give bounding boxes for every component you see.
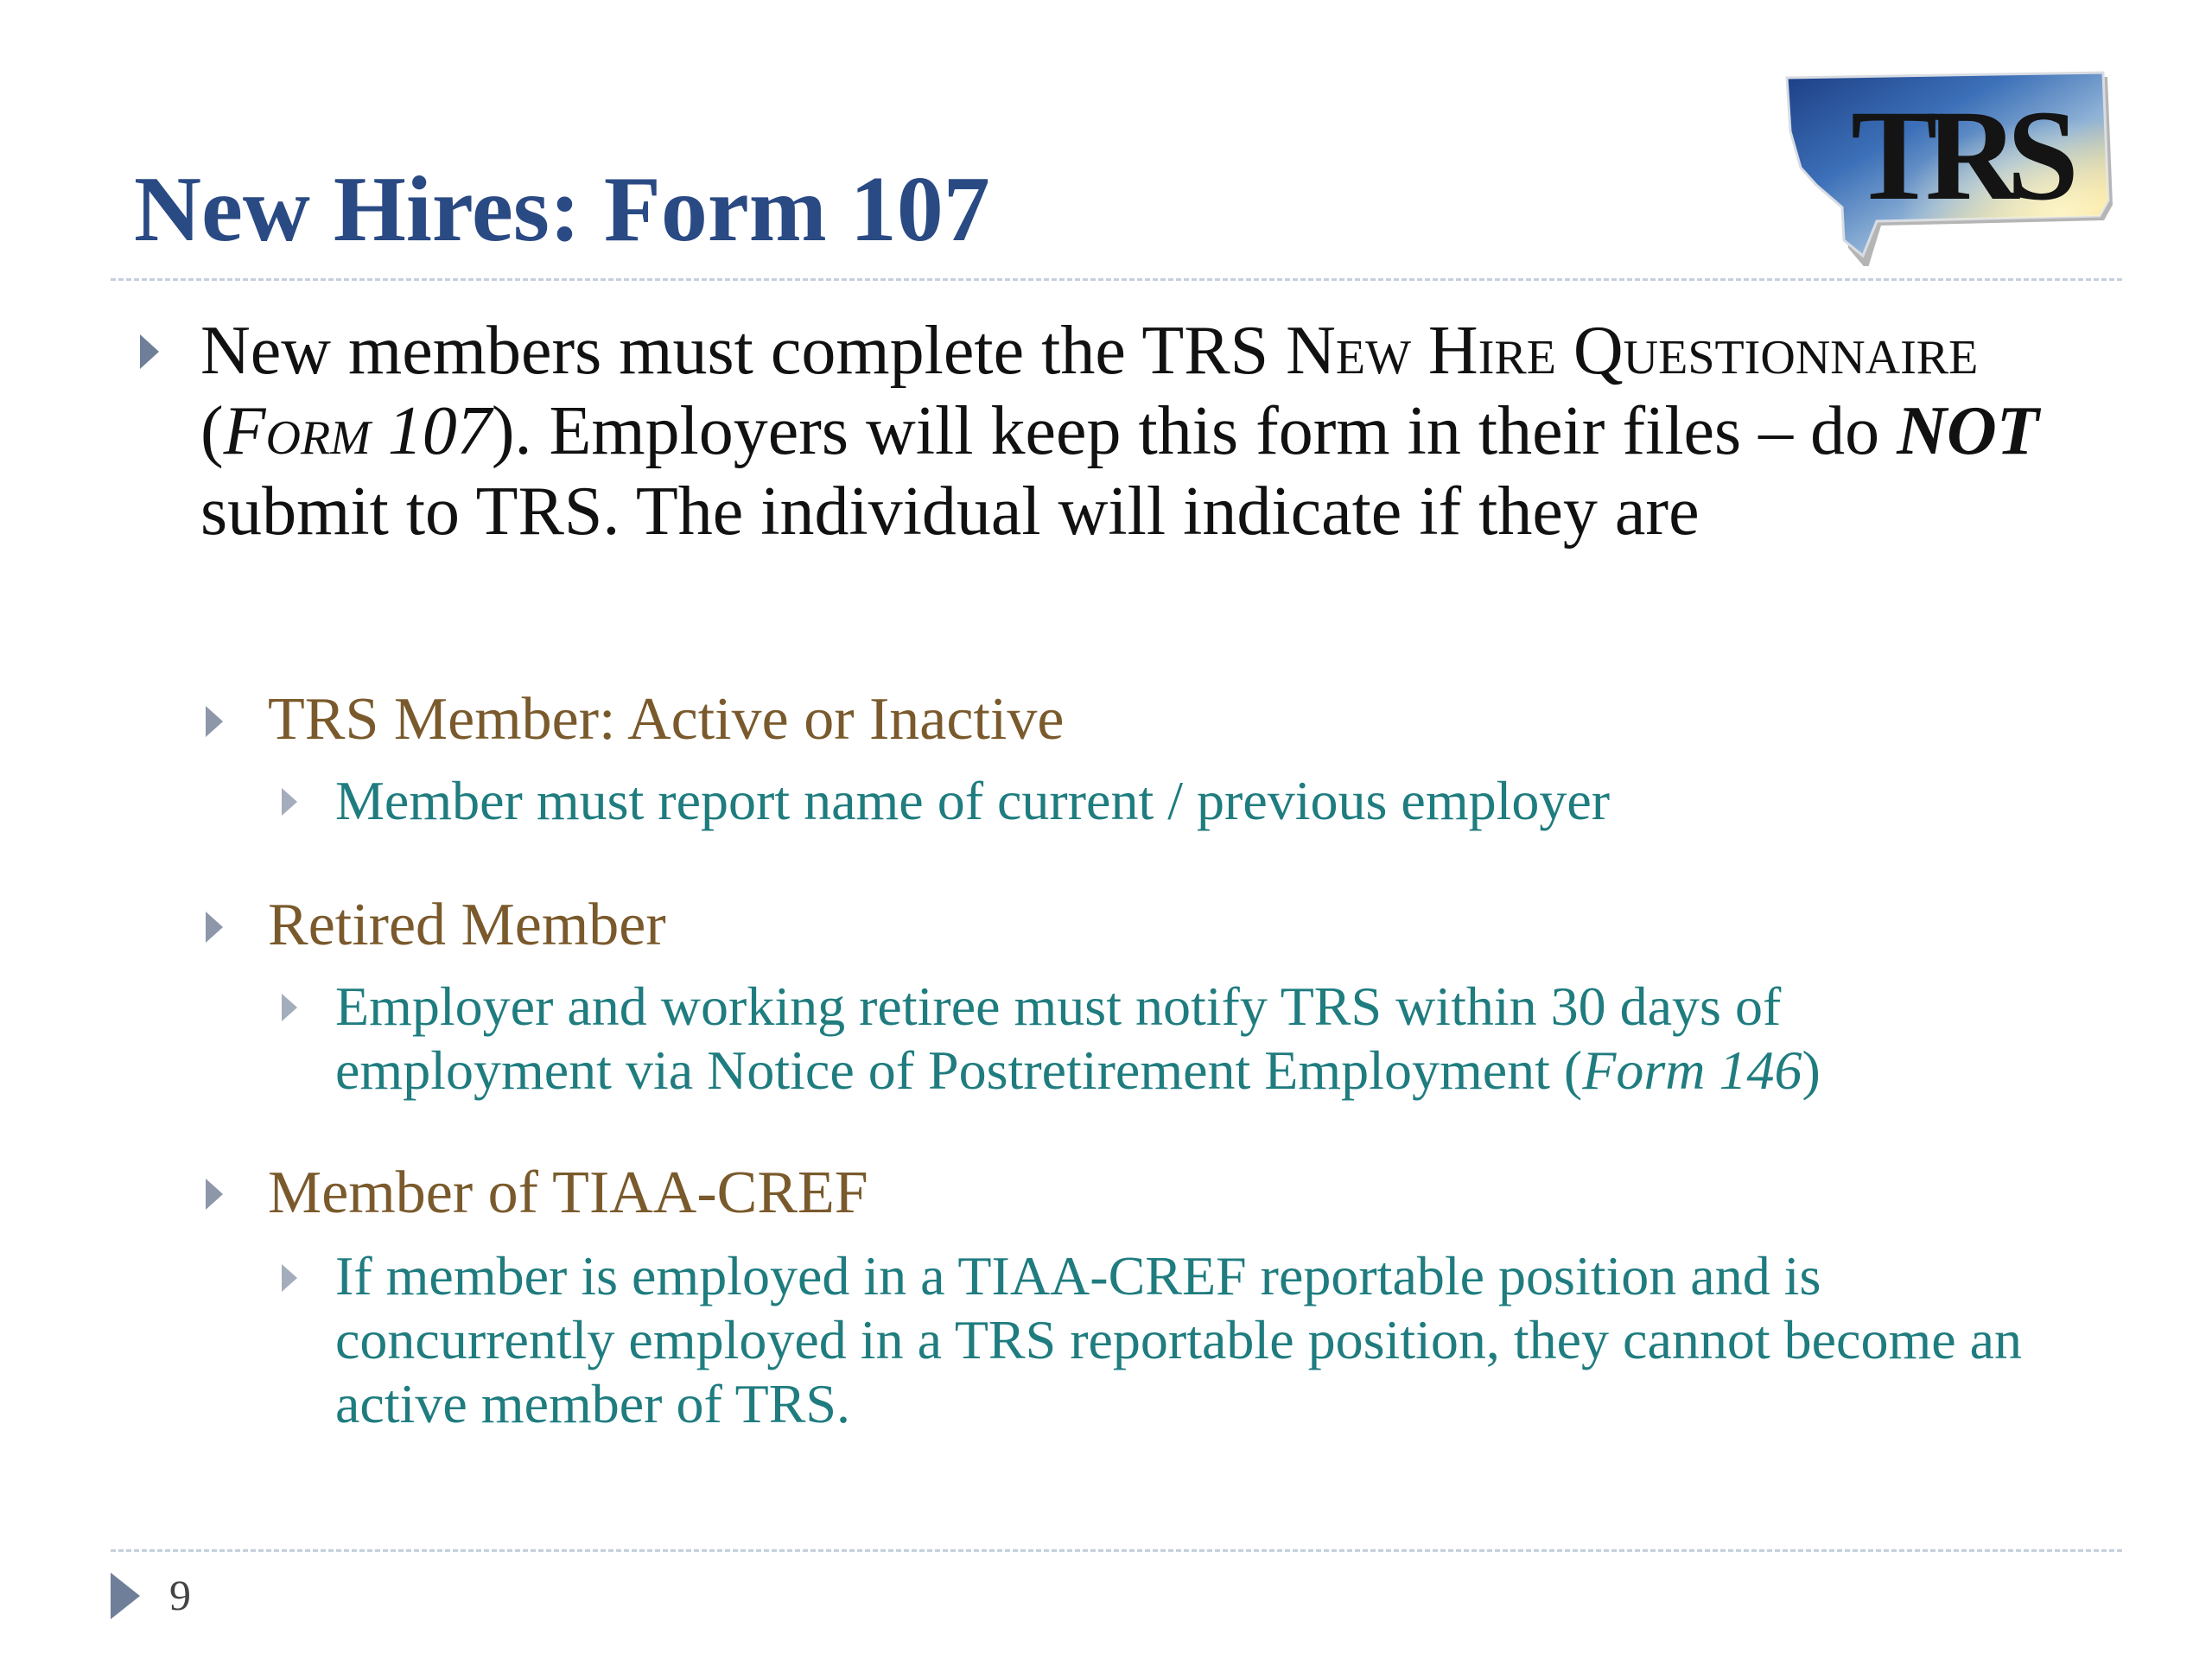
bullet-marker-icon: [282, 788, 297, 816]
bullet-tiaa-label: Member of TIAA-CREF: [268, 1160, 868, 1226]
page-number: 9: [169, 1571, 191, 1619]
bullet-marker-icon: [282, 1264, 297, 1292]
bullet-tiaa-detail: If member is employed in a TIAA-CREF reportable position and is concurrently employed in a TRS reportable position, they cannot become an active member of TRS.: [335, 1245, 2023, 1434]
bullet-marker-icon: [206, 1179, 223, 1210]
bullet-retired-label: Retired Member: [268, 892, 666, 958]
emphasis-not: NOT: [1897, 393, 2039, 469]
bullet-main-text: New members must complete the TRS New Hire Questionnaire (Form 107). Employers will keep this form in their files – do NOT submit to TRS. The individual will indicate if they are: [200, 313, 2039, 550]
bullet-marker-icon: [206, 912, 223, 943]
trs-logo: [1782, 71, 2119, 266]
title-divider: [111, 278, 2122, 281]
slide-title: New Hires: Form 107: [134, 158, 990, 261]
footer-divider: [111, 1549, 2122, 1552]
bullet-marker-icon: [140, 334, 159, 369]
bullet-retired-detail: Employer and working retiree must notify TRS within 30 days of employment via Notice of Postretirement Employment (Form 146): [335, 976, 1821, 1101]
bullet-active-detail: Member must report name of current / previous employer: [335, 770, 1611, 831]
svg-text:TRS: TRS: [1851, 84, 2067, 227]
footer-marker-icon: [111, 1573, 140, 1619]
bullet-marker-icon: [282, 994, 297, 1021]
bullet-active-label: TRS Member: Active or Inactive: [268, 686, 1065, 753]
bullet-marker-icon: [206, 706, 223, 737]
